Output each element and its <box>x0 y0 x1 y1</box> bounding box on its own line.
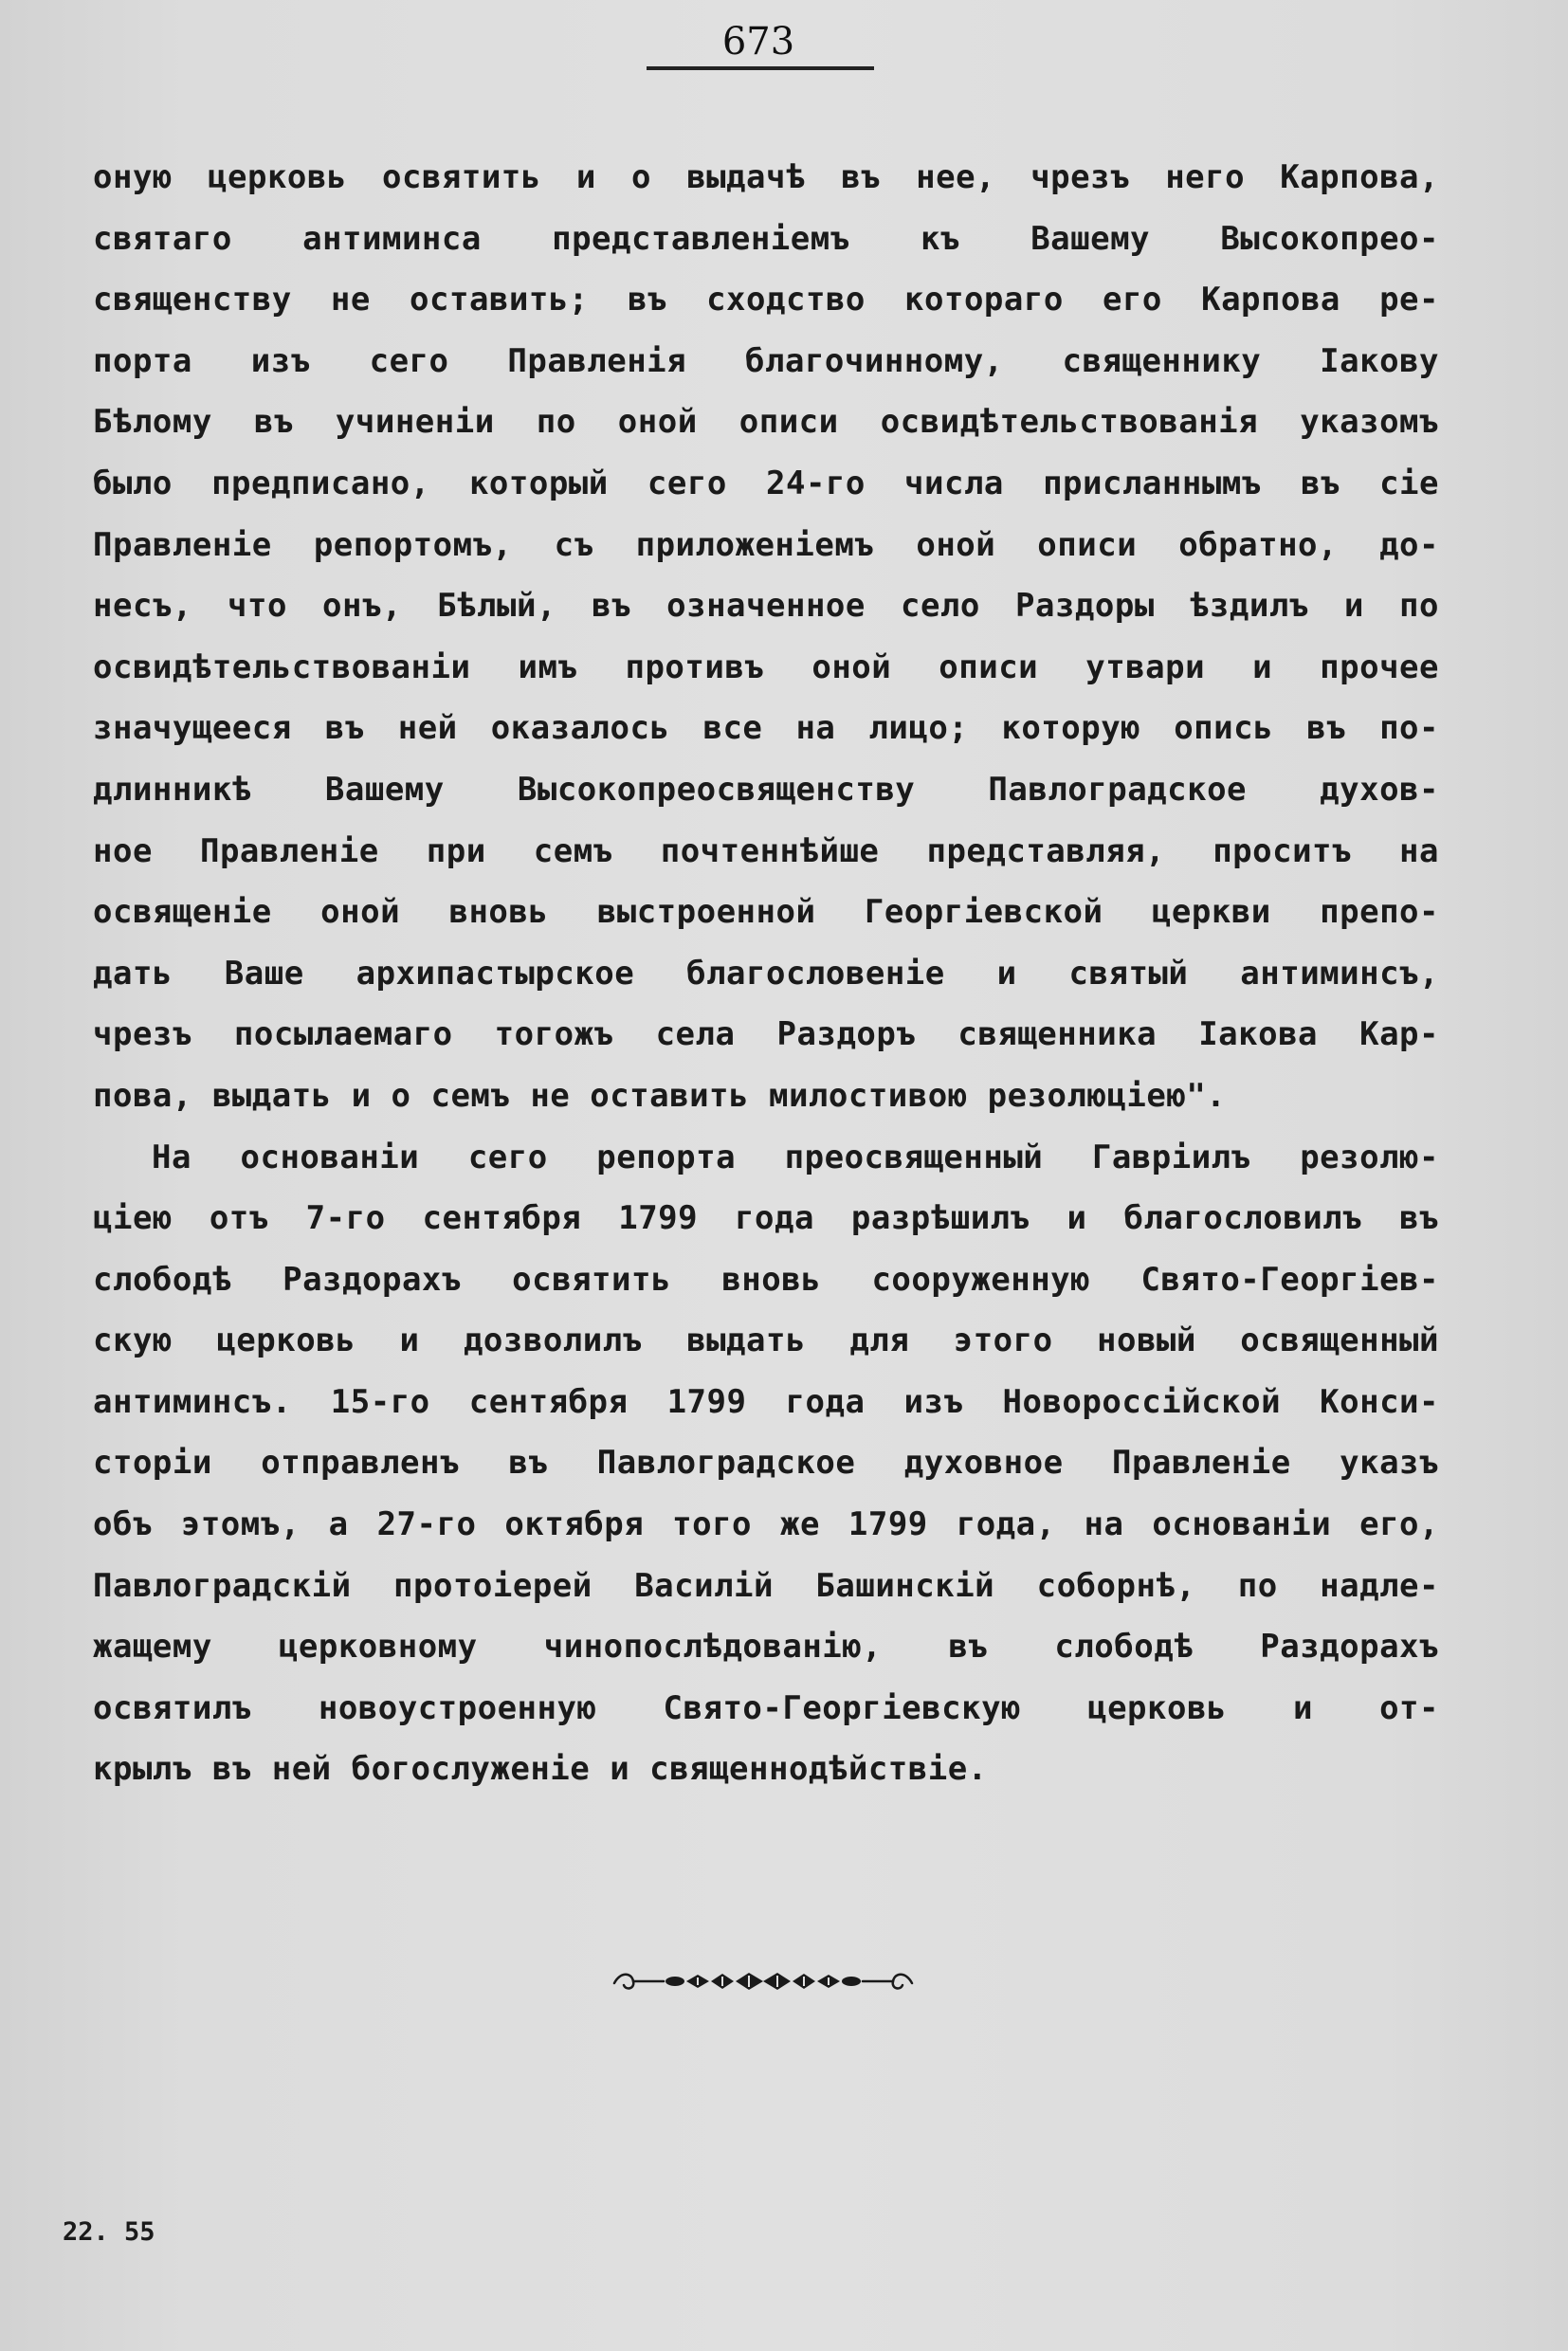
text-line: оную церковь освятить и о выдачѣ въ нее, чрезъ него Карпова, <box>93 158 1439 196</box>
printer-signature: 22. 55 <box>63 2217 155 2247</box>
text-line: ное Правленіе при семъ почтеннѣйше представляя, проситъ на <box>93 831 1439 870</box>
decorative-tailpiece-icon <box>607 1962 920 2000</box>
text-line: святаго антиминса представленіемъ къ Вашему Высокопрео- <box>93 219 1439 258</box>
text-line: освятилъ новоустроенную Свято-Георгіевскую церковь и от- <box>93 1688 1439 1727</box>
text-line: священству не оставить; въ сходство котораго его Карпова ре- <box>93 281 1439 319</box>
text-line: Бѣлому въ учиненіи по оной описи освидѣтельствованія указомъ <box>93 403 1439 442</box>
text-line: освященіе оной вновь выстроенной Георгіевской церкви препо- <box>93 893 1439 932</box>
text-line: длинникѣ Вашему Высокопреосвященству Павлоградское духов- <box>93 770 1439 809</box>
text-line: порта изъ сего Правленія благочинному, священнику Іакову <box>93 341 1439 380</box>
text-line: было предписано, который сего 24-го числа присланнымъ въ сіе <box>93 464 1439 502</box>
text-line: Павлоградскій протоіерей Василій Башинскій соборнѣ, по надле- <box>93 1566 1439 1605</box>
text-line: несъ, что онъ, Бѣлый, въ означенное село Раздоры ѣздилъ и по <box>93 587 1439 626</box>
text-line: чрезъ посылаемаго тогожъ села Раздоръ священника Іакова Кар- <box>93 1015 1439 1054</box>
text-line: объ этомъ, а 27-го октября того же 1799 года, на основаніи его, <box>93 1505 1439 1544</box>
text-line: слободѣ Раздорахъ освятить вновь сооруженную Свято-Георгіев- <box>93 1260 1439 1299</box>
text-line: крылъ въ ней богослуженіе и священнодѣйствіе. <box>93 1750 988 1789</box>
text-line: Правленіе репортомъ, съ приложеніемъ оной описи обратно, до- <box>93 525 1439 564</box>
text-line: освидѣтельствованіи имъ противъ оной описи утвари и прочее <box>93 647 1439 686</box>
text-line: сторіи отправленъ въ Павлоградское духовное Правленіе указъ <box>93 1444 1439 1483</box>
text-line: дать Ваше архипастырское благословеніе и святый антиминсъ, <box>93 954 1439 993</box>
body-text <box>93 147 1439 1800</box>
text-line: На основаніи сего репорта преосвященный Гавріилъ резолю- <box>152 1138 1439 1176</box>
text-line: значущееся въ ней оказалось все на лицо; которую опись въ по- <box>93 709 1439 748</box>
page-number-rule <box>647 66 874 70</box>
text-line: скую церковь и дозволилъ выдать для этого новый освященный <box>93 1321 1439 1360</box>
text-line: антиминсъ. 15-го сентября 1799 года изъ Новороссійской Конси- <box>93 1382 1439 1421</box>
page-number: 673 <box>721 20 795 64</box>
text-line: пова, выдать и о семъ не оставить милостивою резолюціею". <box>93 1076 1227 1115</box>
text-line: жащему церковному чинопослѣдованію, въ слободѣ Раздорахъ <box>93 1628 1439 1667</box>
text-line: ціею отъ 7-го сентября 1799 года разрѣшилъ и благословилъ въ <box>93 1199 1439 1238</box>
